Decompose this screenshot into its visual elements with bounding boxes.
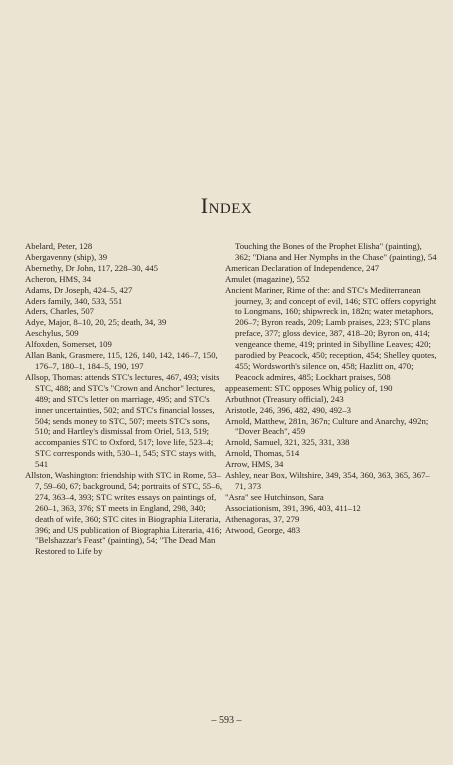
index-entry: Arbuthnot (Treasury official), 243 — [225, 393, 344, 404]
index-entry: Arnold, Samuel, 321, 325, 331, 338 — [225, 437, 350, 448]
index-entry: Adams, Dr Joseph, 424–5, 427 — [25, 284, 133, 295]
index-entry: Alfoxden, Somerset, 109 — [25, 339, 112, 350]
page-number: – 593 – — [211, 715, 242, 726]
index-entry: Abergavenny (ship), 39 — [25, 251, 108, 262]
index-entry: Athenagoras, 37, 279 — [225, 513, 300, 524]
index-entry: Aders, Charles, 507 — [25, 306, 95, 317]
index-column-left — [25, 241, 225, 557]
index-entry: Acheron, HMS, 34 — [25, 273, 92, 284]
index-entry: Allan Bank, Grasmere, 115, 126, 140, 142, 146–7, 150, 176–7, 180–1, 184–5, 190, 197 — [25, 350, 218, 371]
index-entry: Arrow, HMS, 34 — [225, 459, 284, 470]
page-title: Index — [200, 193, 253, 218]
index-entry: Atwood, George, 483 — [225, 524, 301, 535]
index-entry: Abelard, Peter, 128 — [25, 241, 93, 251]
index-column-right — [225, 241, 437, 535]
index-entry: Arnold, Matthew, 281n, 367n; Culture and Anarchy, 492n; "Dover Beach", 459 — [225, 415, 429, 437]
index-entry: Aristotle, 246, 396, 482, 490, 492–3 — [225, 404, 351, 415]
index-entry: Abernethy, Dr John, 117, 228–30, 445 — [25, 262, 159, 273]
index-entry: appeasement: STC opposes Whig policy of, 190 — [225, 382, 393, 393]
index-entry: Ancient Mariner, Rime of the: and STC's Mediterranean journey, 3; and concept of evil, 146; STC offers copyright to Longmans, 160; shipwreck in, 182n; water metaphors, 206–7; Byron reads, 209; Lamb praises, 223; STC plans preface, 377; gloss device, 387, 418–20; Byron on, 414; vengeance theme, 419; printed in Sibylline Leaves; 420; parodied by Peacock, 450; reception, 454; Shelley quotes, 455; Wordsworth's silence on, 458; Hazlitt on, 470; Peacock admires, 485; Lockhart praises, 508 — [225, 284, 437, 382]
index-entry: Allsop, Thomas: attends STC's lectures, 467, 493; visits STC, 488; and STC's "Crown and Anchor" lectures, 489; and STC's letter on marriage, 495; and STC's inner uncertainties, 502; and STC's financial losses, 504; sends money to STC, 507; meets STC's sons, 510; and Hartley's dismissal from Oriel, 513, 519; accompanies STC to Oxford, 517; love life, 523–4; STC corresponds with, 530–1, 545; STC stays with, 541 — [25, 371, 220, 470]
index-entry: Associationism, 391, 396, 403, 411–12 — [225, 502, 361, 513]
index-entry: Aeschylus, 509 — [25, 328, 79, 339]
index-entry: Aders family, 340, 533, 551 — [25, 295, 123, 306]
index-entry: Allston, Washington: friendship with STC in Rome, 53–7, 59–60, 67; background, 54; portraits of STC, 55–6, 274, 363–4, 393; STC writes essays on paintings of, 260–1, 363, 376; ST meets in England, 298, 340; death of wife, 360; STC cites in Biographia Literaria, 396; and US publication of Biographia Literaria, 416; "Belshazzar's Feast" (painting), 54; "The Dead Man Restored to Life by — [25, 470, 223, 557]
index-entry: Arnold, Thomas, 514 — [225, 448, 300, 459]
index-entry: Adye, Major, 8–10, 20, 25; death, 34, 39 — [25, 317, 167, 328]
index-entry: "Asra" see Hutchinson, Sara — [225, 491, 324, 502]
index-entry: American Declaration of Independence, 247 — [225, 262, 380, 273]
index-entry: Amulet (magazine), 552 — [225, 273, 310, 284]
index-entry: Ashley, near Box, Wiltshire, 349, 354, 360, 363, 365, 367–71, 373 — [225, 470, 430, 491]
index-entry-continued: Touching the Bones of the Prophet Elisha" (painting), 362; "Diana and Her Nymphs in the Chase" (painting), 54 — [235, 241, 437, 262]
